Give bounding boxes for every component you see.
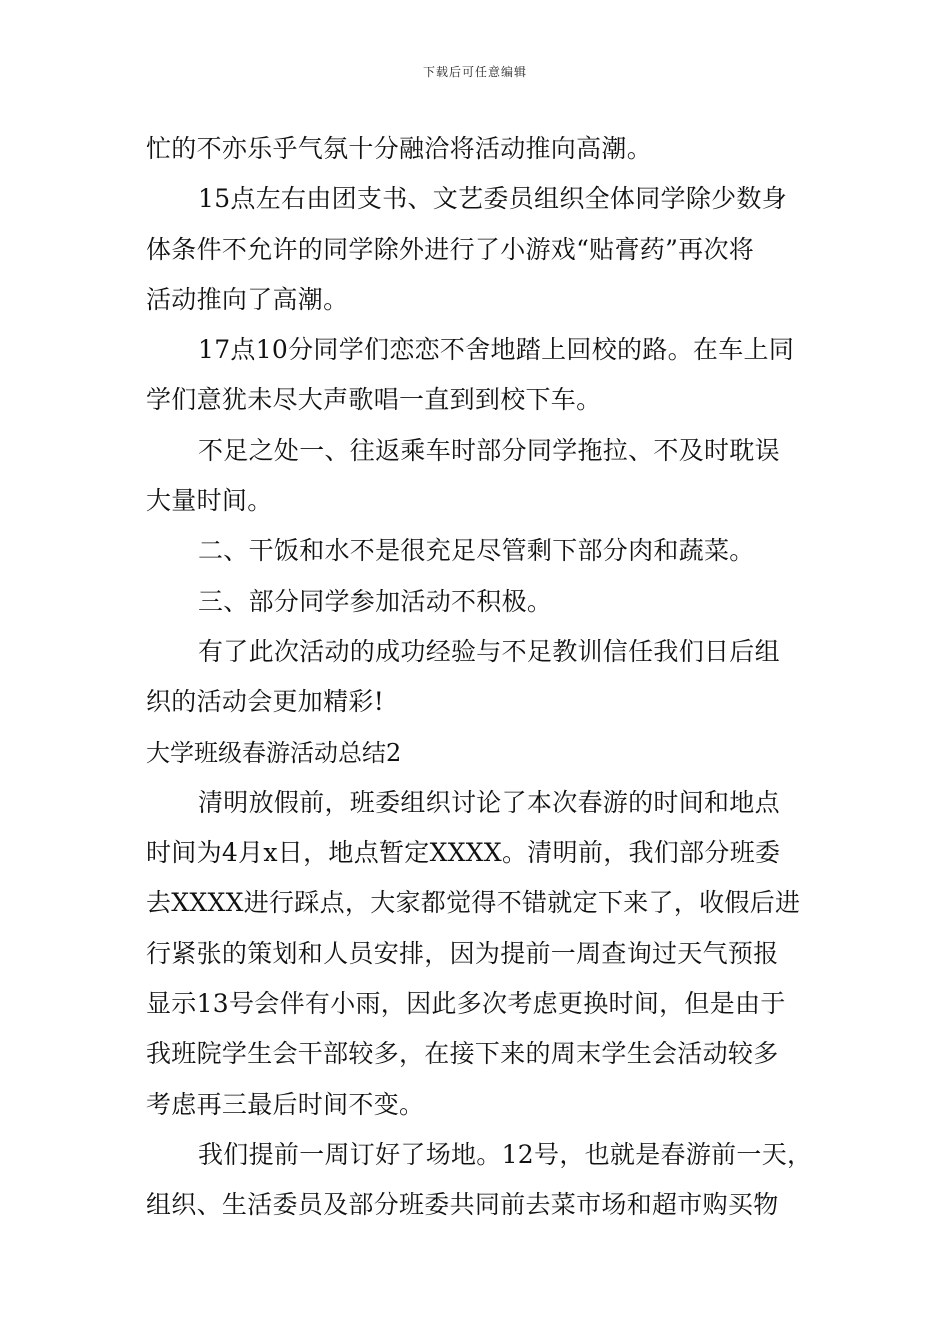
text-line: 组织、生活委员及部分班委共同前去菜市场和超市购买物 bbox=[146, 1190, 779, 1220]
text-line: 不足之处一、往返乘车时部分同学拖拉、不及时耽误 bbox=[198, 435, 780, 465]
text-line: 学们意犹未尽大声歌唱一直到到校下车。 bbox=[146, 385, 602, 415]
text-line: 活动推向了高潮。 bbox=[146, 284, 349, 314]
text-line: 大量时间。 bbox=[146, 486, 273, 516]
text-line: 有了此次活动的成功经验与不足教训信任我们日后组 bbox=[198, 636, 780, 666]
text-line: 我班院学生会干部较多，在接下来的周末学生会活动较多 bbox=[146, 1039, 779, 1069]
text-line: 忙的不亦乐乎气氛十分融洽将活动推向高潮。 bbox=[146, 134, 653, 163]
text-line: 时间为4月x日，地点暂定XXXX。清明前，我们部分班委 bbox=[146, 838, 781, 868]
text-line: 15点左右由团支书、文艺委员组织全体同学除少数身 bbox=[198, 184, 788, 214]
text-line: 三、部分同学参加活动不积极。 bbox=[198, 586, 553, 616]
document-body bbox=[146, 124, 826, 1231]
text-line: 织的活动会更加精彩! bbox=[146, 687, 385, 717]
page-header: 下载后可任意编辑 bbox=[422, 65, 527, 79]
text-line: 去XXXX进行踩点，大家都觉得不错就定下来了，收假后进 bbox=[146, 888, 801, 918]
text-line: 清明放假前，班委组织讨论了本次春游的时间和地点 bbox=[198, 787, 780, 817]
section-heading: 大学班级春游活动总结2 bbox=[146, 738, 402, 767]
text-line: 行紧张的策划和人员安排，因为提前一周查询过天气预报 bbox=[146, 938, 779, 968]
text-line: 二、干饭和水不是很充足尽管剩下部分肉和蔬菜。 bbox=[198, 536, 755, 566]
text-line: 17点10分同学们恋恋不舍地踏上回校的路。在车上同 bbox=[198, 335, 795, 365]
text-line: 我们提前一周订好了场地。12号，也就是春游前一天， bbox=[198, 1139, 813, 1169]
text-line: 显示13号会伴有小雨，因此多次考虑更换时间，但是由于 bbox=[146, 989, 786, 1019]
text-line: 考虑再三最后时间不变。 bbox=[146, 1089, 425, 1119]
text-line: 体条件不允许的同学除外进行了小游戏“贴膏药”再次将 bbox=[146, 234, 755, 264]
